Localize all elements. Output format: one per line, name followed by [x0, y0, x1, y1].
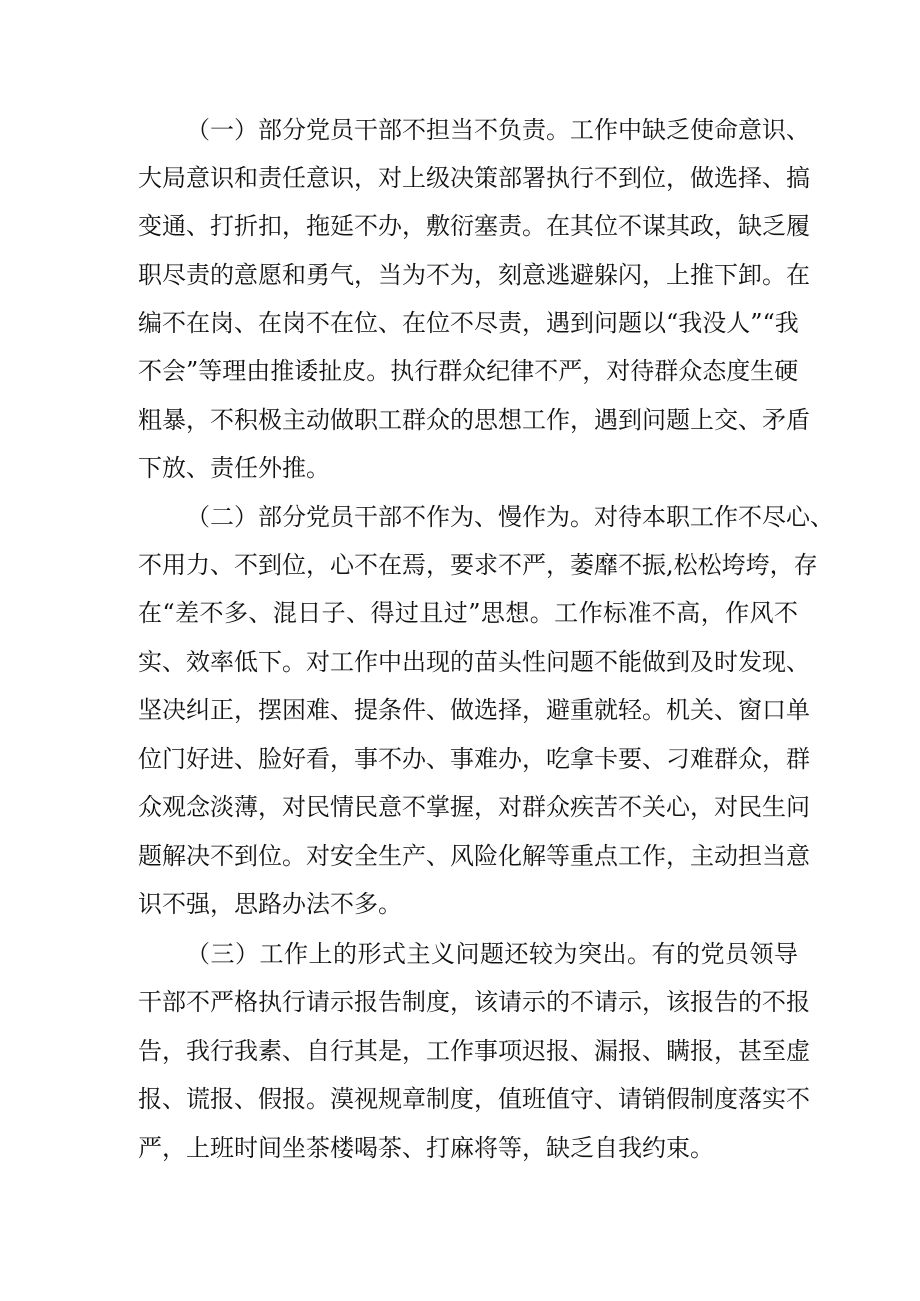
- paragraph-line: 坚决纠正，摆困难、提条件、做选择，避重就轻。机关、窗口单: [138, 696, 810, 724]
- paragraph-line: 报、谎报、假报。漠视规章制度，值班值守、请销假制度落实不: [138, 1085, 810, 1113]
- paragraph-line: 大局意识和责任意识，对上级决策部署执行不到位，做选择、搞: [138, 164, 810, 192]
- paragraph-line: 下放、责任外推。: [138, 454, 330, 482]
- paragraph-line: 实、效率低下。对工作中出现的苗头性问题不能做到及时发现、: [138, 648, 810, 676]
- paragraph-line: 众观念淡薄，对民情民意不掌握，对群众疾苦不关心，对民生问: [138, 793, 810, 821]
- paragraph-line: （一）部分党员干部不担当不负责。工作中缺乏使命意识、: [186, 116, 810, 144]
- paragraph-line: 位门好进、脸好看，事不办、事难办，吃拿卡要、刁难群众，群: [138, 745, 810, 773]
- paragraph-line: 严，上班时间坐茶楼喝茶、打麻将等，缺乏自我约束。: [138, 1134, 714, 1162]
- paragraph-line: 告，我行我素、自行其是，工作事项迟报、漏报、瞒报，甚至虚: [138, 1037, 810, 1065]
- paragraph-line: 粗暴，不积极主动做职工群众的思想工作，遇到问题上交、矛盾: [138, 406, 810, 434]
- paragraph-line: 职尽责的意愿和勇气，当为不为，刻意逃避躲闪，上推下卸。在: [138, 261, 810, 289]
- paragraph-line: 在“差不多、混日子、得过且过”思想。工作标准不高，作风不: [138, 599, 798, 627]
- paragraph-line: 变通、打折扣，拖延不办，敷衍塞责。在其位不谋其政，缺乏履: [138, 212, 810, 240]
- paragraph-line: 干部不严格执行请示报告制度，该请示的不请示，该报告的不报: [138, 988, 810, 1016]
- paragraph-line: 不会”等理由推诿扯皮。执行群众纪律不严，对待群众态度生硬: [138, 357, 799, 385]
- paragraph-line: 题解决不到位。对安全生产、风险化解等重点工作，主动担当意: [138, 842, 810, 870]
- paragraph-line: 识不强，思路办法不多。: [138, 890, 402, 918]
- paragraph-line: （二）部分党员干部不作为、慢作为。对待本职工作不尽心、: [186, 503, 834, 531]
- paragraph-line: 编不在岗、在岗不在位、在位不尽责，遇到问题以“我没人”“我: [138, 309, 799, 337]
- paragraph-line: （三）工作上的形式主义问题还较为突出。有的党员领导: [186, 940, 798, 968]
- paragraph-line: 不用力、不到位，心不在焉，要求不严，萎靡不振,松松垮垮，存: [138, 551, 818, 579]
